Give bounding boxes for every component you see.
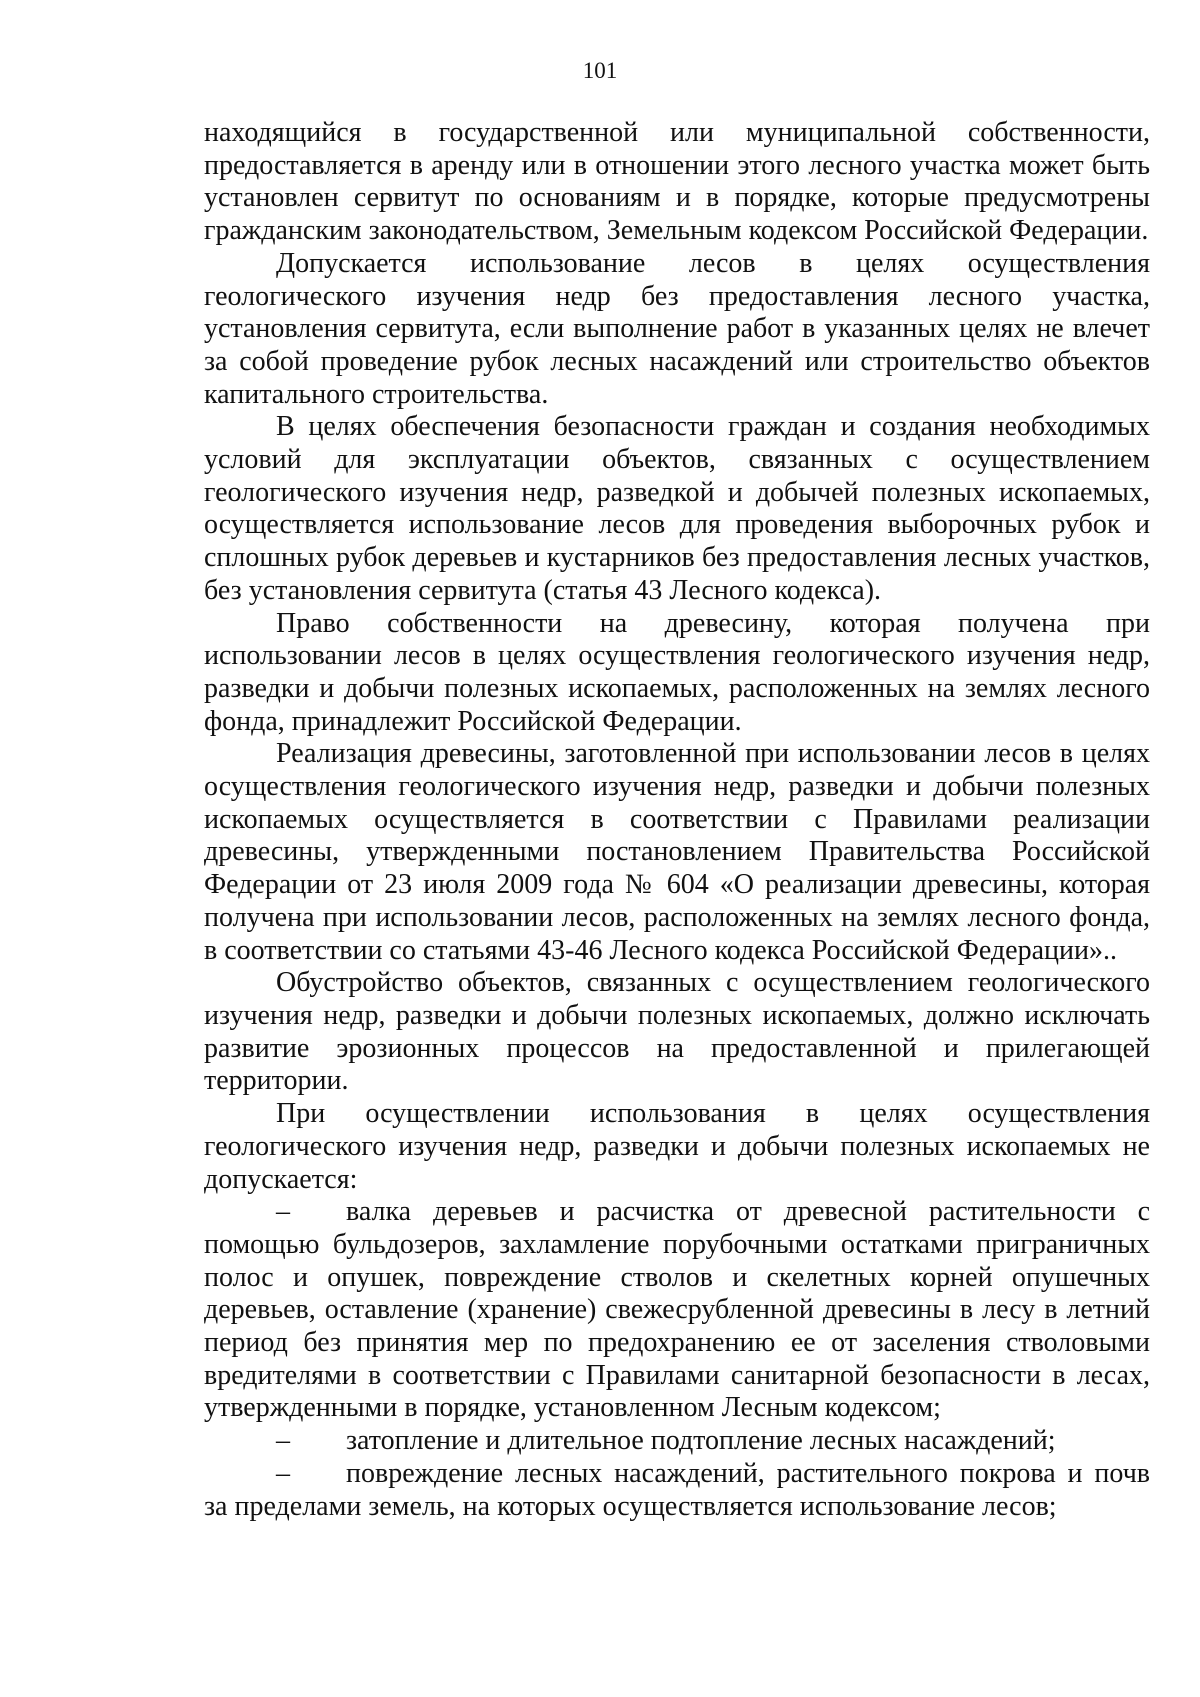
list-item bbox=[204, 1458, 1150, 1523]
list-item bbox=[204, 1196, 1150, 1425]
document-body bbox=[204, 117, 1150, 1523]
list-item-text: повреждение лесных насаждений, растительного покрова и почв за пределами земель, на которых осуществляется использование лесов; bbox=[204, 1457, 1150, 1522]
dash-marker: – bbox=[276, 1196, 290, 1228]
page-number: 101 bbox=[582, 58, 618, 83]
paragraph-prohibitions-intro: При осуществлении использования в целях осуществления геологического изучения недр, разведки и добычи полезных ископаемых не допускается: bbox=[204, 1098, 1150, 1195]
paragraph-facilities: Обустройство объектов, связанных с осуществлением геологического изучения недр, разведки и добычи полезных ископаемых, должно исключать развитие эрозионных процессов на предоставленной и прилегающей территории. bbox=[204, 967, 1150, 1097]
paragraph-timber-sale: Реализация древесины, заготовленной при использовании лесов в целях осуществления геологического изучения недр, разведки и добычи полезных ископаемых осуществляется в соответствии с Правилами реализации древесины, утвержденными постановлением Правительства Российской Федерации от 23 июля 2009 года № 604 «О реализации древесины, которая получена при использовании лесов, расположенных на землях лесного фонда, в соответствии со статьями 43-46 Лесного кодекса Российской Федерации».. bbox=[204, 738, 1150, 966]
list-item-text: затопление и длительное подтопление лесных насаждений; bbox=[346, 1425, 1056, 1457]
paragraph-continuation: находящийся в государственной или муниципальной собственности, предоставляется в аренду или в отношении этого лесного участка может быть установлен сервитут по основаниям и в порядке, которые предусмотрены гражданским законодательством, Земельным кодексом Российской Федерации. bbox=[204, 117, 1150, 247]
paragraph-ownership: Право собственности на древесину, которая получена при использовании лесов в целях осуществления геологического изучения недр, разведки и добычи полезных ископаемых, расположенных на землях лесного фонда, принадлежит Российской Федерации. bbox=[204, 607, 1150, 737]
list-item-text: валка деревьев и расчистка от древесной растительности с помощью бульдозеров, захламление порубочными остатками приграничных полос и опушек, повреждение стволов и скелетных корней опушечных деревьев, оставление (хранение) свежесрубленной древесины в лесу в летний период без принятия мер по предохранению ее от заселения стволовыми вредителями в соответствии с Правилами санитарной безопасности в лесах, утвержденными в порядке, установленном Лесным кодексом; bbox=[204, 1196, 1150, 1424]
dash-marker: – bbox=[276, 1425, 290, 1457]
list-item bbox=[204, 1425, 1150, 1458]
paragraph-geological-use: Допускается использование лесов в целях осуществления геологического изучения недр без предоставления лесного участка, установления сервитута, если выполнение работ в указанных целях не влечет за собой проведение рубок лесных насаждений или строительство объектов капитального строительства. bbox=[204, 247, 1150, 410]
dash-marker: – bbox=[276, 1457, 290, 1489]
paragraph-safety: В целях обеспечения безопасности граждан и создания необходимых условий для эксплуатации объектов, связанных с осуществлением геологического изучения недр, разведкой и добычей полезных ископаемых, осуществляется использование лесов для проведения выборочных рубок и сплошных рубок деревьев и кустарников без предоставления лесных участков, без установления сервитута (статья 43 Лесного кодекса). bbox=[204, 411, 1150, 606]
